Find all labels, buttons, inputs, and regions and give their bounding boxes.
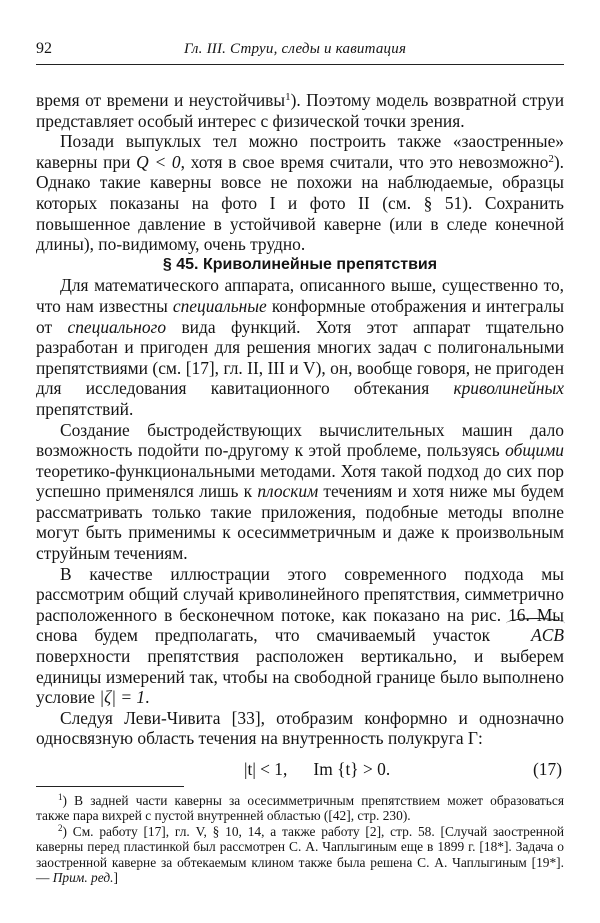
- paragraph-3: [36, 275, 564, 419]
- text-run: В качестве иллюстрации этого современного подхода мы рассмотрим общий случай криволинейного препятствия, симметрично расположенного в бесконечном потоке, как показано на рис. 16. Мы снова будем предполагать, что смачиваемый участок: [36, 563, 564, 646]
- text-run: течениям и хотя ниже мы будем рассматривать только такие приложения, подобные методы вполне могут быть применимы к осесимметричным и даже к произвольным струйным течениям.: [36, 481, 564, 564]
- italic-term: криволинейных: [453, 378, 564, 399]
- text-run: вида функций. Хотя этот аппарат тщательно разработан и пригоден для решения многих задач с полигональными препятствиями (см. [17], гл. II, III и V), он, вообще говоря, не пригоден для исследования кавитационного обтекания: [36, 316, 564, 399]
- text-run: Создание быстродействующих вычислительных машин дало возможность подойти по-другому к этой проблеме, пользуясь: [36, 419, 564, 461]
- text-run: Для математического аппарата, описанного выше, существенно то, что нам известны: [36, 275, 564, 316]
- text-run: , хотя в свое время считали, что это невозможно: [180, 151, 549, 172]
- footnote-text: ) См. работу [17], гл. V, § 10, 14, а также работу [2], стр. 58. [Случай заостренной каверны перед пластинкой был рассмотрен С. А. Чаплыгиным еще в 1899 г. [18*]. Задача о заостренной каверне за обтекаемым клином также была решена С. А. Чаплыгиным [19*]. —: [36, 823, 564, 886]
- page-number: 92: [36, 40, 52, 57]
- text-run: конформные отображения и интегралы от: [36, 295, 565, 337]
- footnote-mark: 2: [58, 822, 63, 833]
- footnote-2: [36, 824, 564, 886]
- paragraph-4: [36, 420, 564, 564]
- footnote-ref-2: 2: [548, 152, 554, 165]
- paragraph-2: [36, 131, 564, 255]
- text-run: ). Однако такие каверны вовсе не похожи на наблюдаемые, образцы которых показаны на фото I и фото II (см. § 51). Сохранить повышенное давление в устойчивой каверне (или в следе конечной длины), по-видимому, очень трудно.: [36, 151, 564, 255]
- italic-term: плоским: [257, 481, 319, 502]
- paragraph-5: [36, 564, 564, 708]
- section-heading: § 45. Криволинейные препятствия: [162, 255, 438, 273]
- page-header: [36, 40, 564, 62]
- footnote-text: ) В задней части каверны за осесимметричным препятствием может образоваться также пара вихрей с пустой внутренней областью ([42], стр. 230).: [36, 793, 564, 824]
- footnote-1: [36, 793, 564, 824]
- running-title: Гл. III. Струи, следы и кавитация: [184, 41, 407, 57]
- footnote-text: ]: [113, 870, 118, 886]
- equation-number: (17): [533, 759, 562, 779]
- book-page: [36, 40, 565, 886]
- text-run: поверхности препятствия расположен вертикально, и выберем единицы измерений так, чтобы на свободной границе было выполнено условие: [36, 646, 564, 708]
- math-condition: Q < 0: [136, 151, 181, 172]
- text-run: Следуя Леви-Чивита [33], отобразим конформно и однозначно односвязную область течения на внутренность полукруга Г:: [36, 707, 564, 749]
- footnotes: [36, 793, 564, 885]
- italic-term: специального: [67, 316, 167, 337]
- footnote-rule: [36, 786, 184, 787]
- text-run: ). Поэтому модель возвратной струи представляет особый интерес с физической точки зрения.: [36, 90, 565, 131]
- math-condition: |ζ| = 1: [99, 687, 146, 708]
- italic-term: специальные: [172, 295, 267, 316]
- equation-17: [36, 757, 564, 785]
- text-run: препятствий.: [36, 398, 134, 419]
- text-run: Позади выпуклых тел можно построить также «заостренные» каверны при: [36, 131, 564, 172]
- italic-term: Прим. ред.: [52, 870, 114, 886]
- paragraph-6: [36, 708, 564, 749]
- arc-acb: ACB: [507, 625, 564, 646]
- text-run: теоретико-функциональными методами. Хотя такой подход до сих пор успешно применялся лишь к: [36, 460, 564, 502]
- footnote-ref-1: 1: [285, 91, 291, 103]
- italic-term: общими: [505, 440, 564, 461]
- text-run: .: [145, 687, 150, 708]
- equation-expression: |t| < 1, Im {t} > 0.: [244, 759, 391, 779]
- header-rule: [36, 64, 564, 65]
- text-run: время от времени и неустойчивы: [36, 90, 286, 110]
- footnote-mark: 1: [58, 792, 63, 802]
- main-text: [36, 90, 564, 785]
- paragraph-1: [36, 90, 564, 131]
